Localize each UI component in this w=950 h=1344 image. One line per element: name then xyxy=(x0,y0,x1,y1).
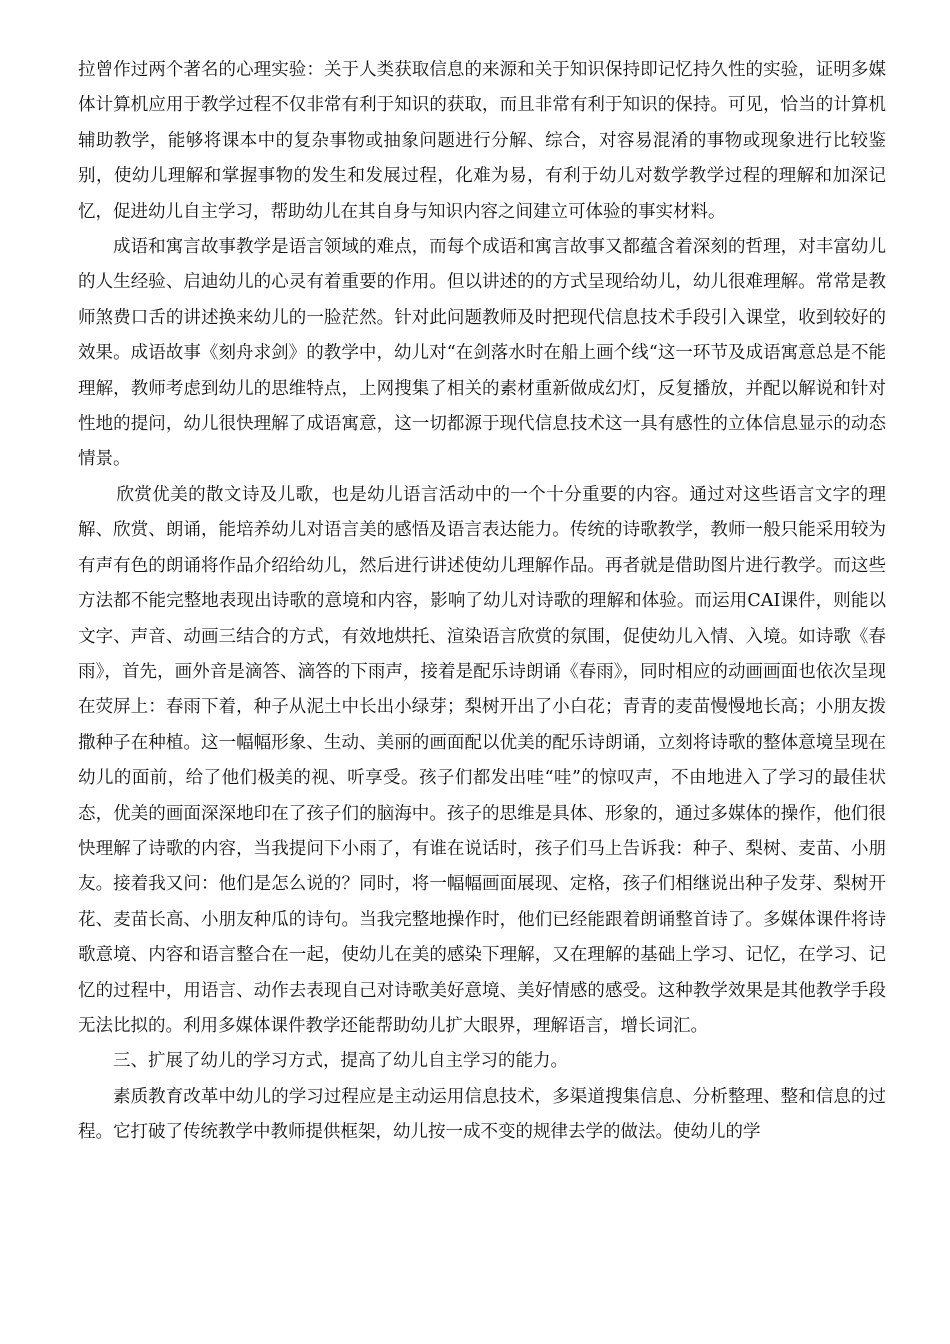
paragraph-3: 欣赏优美的散文诗及儿歌，也是幼儿语言活动中的一个十分重要的内容。通过对这些语言文字的理解、欣赏、朗诵，能培养幼儿对语言美的感悟及语言表达能力。传统的诗歌教学，教师一般只能采用较为有声有色的朗诵将作品介绍给幼儿，然后进行讲述使幼儿理解作品。再者就是借助图片进行教学。而这些方法都不能完整地表现出诗歌的意境和内容，影响了幼儿对诗歌的理解和体验。而运用CAI课件，则能以文字、声音、动画三结合的方式，有效地烘托、渲染语言欣赏的氛围，促使幼儿入情、入境。如诗歌《春雨》，首先，画外音是滴答、滴答的下雨声，接着是配乐诗朗诵《春雨》，同时相应的动画画面也依次呈现在荧屏上：春雨下着，种子从泥土中长出小绿芽；梨树开出了小白花；青青的麦苗慢慢地长高；小朋友拨撒种子在种植。这一幅幅形象、生动、美丽的画面配以优美的配乐诗朗诵，立刻将诗歌的整体意境呈现在幼儿的面前，给了他们极美的视、听享受。孩子们都发出哇“哇”的惊叹声，不由地进入了学习的最佳状态，优美的画面深深地印在了孩子们的脑海中。孩子的思维是具体、形象的，通过多媒体的操作，他们很快理解了诗歌的内容，当我提问下小雨了，有谁在说话时，孩子们马上告诉我：种子、梨树、麦苗、小朋友。接着我又问：他们是怎么说的？同时，将一幅幅画面展现、定格，孩子们相继说出种子发芽、梨树开花、麦苗长高、小朋友种瓜的诗句。当我完整地操作时，他们已经能跟着朗诵整首诗了。多媒体课件将诗歌意境、内容和语言整合在一起，使幼儿在美的感染下理解，又在理解的基础上学习、记忆，在学习、记忆的过程中，用语言、动作去表现自己对诗歌美好意境、美好情感的感受。这种教学效果是其他教学手段无法比拟的。利用多媒体课件教学还能帮助幼儿扩大眼界，理解语言，增长词汇。 xyxy=(78,484,886,1036)
paragraph-1: 拉曾作过两个著名的心理实验：关于人类获取信息的来源和关于知识保持即记忆持久性的实验，证明多媒体计算机应用于教学过程不仅非常有利于知识的获取，而且非常有利于知识的保持。可见，恰当的计算机辅助教学，能够将课本中的复杂事物或抽象问题进行分解、综合，对容易混淆的事物或现象进行比较鉴别，使幼儿理解和掌握事物的发生和发展过程，化难为易，有利于幼儿对数学教学过程的理解和加深记忆，促进幼儿自主学习，帮助幼儿在其自身与知识内容之间建立可体验的事实材料。 xyxy=(78,60,886,222)
document-body xyxy=(78,53,886,1151)
section-heading: 三、扩展了幼儿的学习方式，提高了幼儿自主学习的能力。 xyxy=(113,1051,568,1072)
paragraph-5: 素质教育改革中幼儿的学习过程应是主动运用信息技术，多渠道搜集信息、分析整理、整和信息的过程。它打破了传统教学中教师提供框架，幼儿按一成不变的规律去学的做法。使幼儿的学 xyxy=(78,1086,886,1143)
paragraph-2: 成语和寓言故事教学是语言领域的难点，而每个成语和寓言故事又都蕴含着深刻的哲理，对丰富幼儿的人生经验、启迪幼儿的心灵有着重要的作用。但以讲述的的方式呈现给幼儿，幼儿很难理解。常常是教师煞费口舌的讲述换来幼儿的一脸茫然。针对此问题教师及时把现代信息技术手段引入课堂，收到较好的效果。成语故事《刻舟求剑》的教学中，幼儿对“在剑落水时在船上画个线“这一环节及成语寓意总是不能理解，教师考虑到幼儿的思维特点，上网搜集了相关的素材重新做成幻灯，反复播放，并配以解说和针对性地的提问，幼儿很快理解了成语寓意，这一切都源于现代信息技术这一具有感性的立体信息显示的动态情景。 xyxy=(78,237,886,470)
